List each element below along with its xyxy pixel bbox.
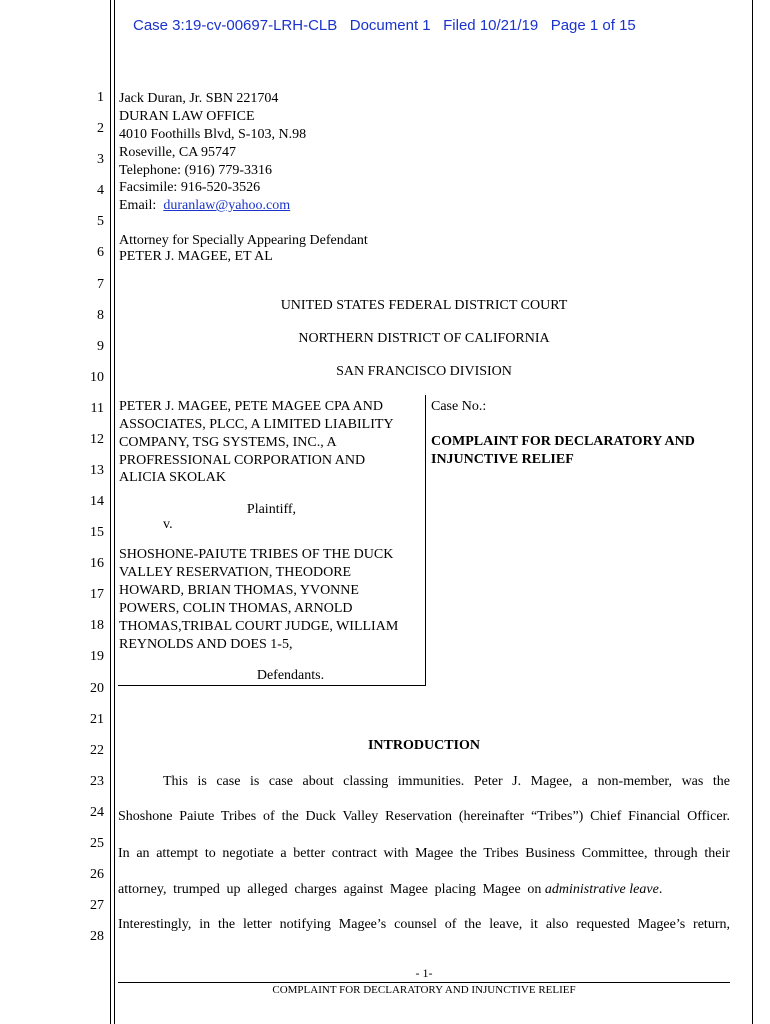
line-number: 9 bbox=[97, 339, 104, 354]
line-number: 16 bbox=[90, 556, 104, 571]
line-number: 12 bbox=[90, 432, 104, 447]
line-number: 4 bbox=[97, 183, 104, 198]
versus: v. bbox=[163, 517, 173, 532]
body-line: This is case is case about classing immunities. Peter J. Magee, a non-member, was the bbox=[163, 774, 730, 789]
address-line-2: Roseville, CA 95747 bbox=[119, 145, 237, 160]
body-line: In an attempt to negotiate a better contract with Magee the Tribes Business Committee, through their bbox=[118, 846, 730, 861]
right-margin-line bbox=[752, 0, 753, 1024]
line-number: 25 bbox=[90, 836, 104, 851]
plaintiff-line: ALICIA SKOLAK bbox=[119, 470, 226, 485]
court-district: NORTHERN DISTRICT OF CALIFORNIA bbox=[298, 331, 550, 346]
complaint-title-1: COMPLAINT FOR DECLARATORY AND bbox=[431, 434, 695, 449]
line-number: 11 bbox=[90, 401, 104, 416]
line-number: 5 bbox=[97, 214, 104, 229]
line-number: 2 bbox=[97, 121, 104, 136]
defendant-line: HOWARD, BRIAN THOMAS, YVONNE bbox=[119, 583, 359, 598]
email-link[interactable]: duranlaw@yahoo.com bbox=[163, 198, 291, 213]
line-number: 8 bbox=[97, 308, 104, 323]
left-margin-line-1 bbox=[110, 0, 111, 1024]
line-number: 17 bbox=[90, 587, 104, 602]
defendant-line: THOMAS,TRIBAL COURT JUDGE, WILLIAM bbox=[119, 619, 399, 634]
defendant-label: Defendants. bbox=[256, 668, 325, 683]
left-margin-line-2 bbox=[114, 0, 115, 1024]
line-number: 18 bbox=[90, 618, 104, 633]
case-number: Case No.: bbox=[431, 399, 487, 414]
line-number: 24 bbox=[90, 805, 104, 820]
plaintiff-line: PROFRESSIONAL CORPORATION AND bbox=[119, 453, 366, 468]
line-number: 10 bbox=[90, 370, 104, 385]
attorney-role: Attorney for Specially Appearing Defendant bbox=[119, 233, 368, 248]
footer-title: COMPLAINT FOR DECLARATORY AND INJUNCTIVE RELIEF bbox=[272, 984, 576, 996]
page-number: - 1- bbox=[415, 966, 433, 980]
line-number: 20 bbox=[90, 681, 104, 696]
line-number: 26 bbox=[90, 867, 104, 882]
body-text: attorney, trumped up alleged charges against Magee placing Magee on bbox=[118, 882, 542, 897]
defendant-line: REYNOLDS AND DOES 1-5, bbox=[119, 637, 293, 652]
attorney-name: Jack Duran, Jr. SBN 221704 bbox=[119, 91, 279, 106]
line-number: 19 bbox=[90, 649, 104, 664]
telephone: Telephone: (916) 779-3316 bbox=[119, 163, 272, 178]
plaintiff-line: COMPANY, TSG SYSTEMS, INC., A bbox=[119, 435, 337, 450]
line-number: 15 bbox=[90, 525, 104, 540]
email-label: Email: bbox=[119, 198, 157, 213]
court-name: UNITED STATES FEDERAL DISTRICT COURT bbox=[280, 298, 568, 313]
introduction-heading: INTRODUCTION bbox=[367, 738, 480, 753]
line-number: 3 bbox=[97, 152, 104, 167]
line-number: 27 bbox=[90, 898, 104, 913]
line-number: 14 bbox=[90, 494, 104, 509]
court-division: SAN FRANCISCO DIVISION bbox=[336, 364, 512, 379]
line-number: 23 bbox=[90, 774, 104, 789]
body-line: Shoshone Paiute Tribes of the Duck Valley Reservation (hereinafter “Tribes”) Chief Financial Officer. bbox=[118, 809, 730, 824]
address-line-1: 4010 Foothills Blvd, S-103, N.98 bbox=[119, 127, 307, 142]
body-line: Interestingly, in the letter notifying Magee’s counsel of the leave, it also requested Magee’s return, bbox=[118, 917, 730, 932]
plaintiff-label: Plaintiff, bbox=[246, 502, 297, 517]
defendant-line: VALLEY RESERVATION, THEODORE bbox=[119, 565, 352, 580]
line-number: 7 bbox=[97, 277, 104, 292]
period: . bbox=[658, 882, 663, 897]
facsimile: Facsimile: 916-520-3526 bbox=[119, 180, 261, 195]
defendant-line: POWERS, COLIN THOMAS, ARNOLD bbox=[119, 601, 353, 616]
line-number: 22 bbox=[90, 743, 104, 758]
line-number: 6 bbox=[97, 245, 104, 260]
line-number: 28 bbox=[90, 929, 104, 944]
complaint-title-2: INJUNCTIVE RELIEF bbox=[431, 452, 574, 467]
body-line-with-italic bbox=[118, 881, 730, 899]
attorney-client: PETER J. MAGEE, ET AL bbox=[119, 249, 273, 264]
line-number: 1 bbox=[97, 90, 104, 105]
email-line bbox=[119, 197, 290, 215]
line-number: 21 bbox=[90, 712, 104, 727]
law-firm: DURAN LAW OFFICE bbox=[119, 109, 255, 124]
line-number: 13 bbox=[90, 463, 104, 478]
plaintiff-line: PETER J. MAGEE, PETE MAGEE CPA AND bbox=[119, 399, 383, 414]
plaintiff-line: ASSOCIATES, PLCC, A LIMITED LIABILITY bbox=[119, 417, 394, 432]
italic-phrase: administrative leave bbox=[544, 882, 659, 897]
filing-stamp: Case 3:19-cv-00697-LRH-CLB Document 1 Filed 10/21/19 Page 1 of 15 bbox=[133, 17, 636, 34]
footer-rule bbox=[118, 982, 730, 983]
defendant-line: SHOSHONE-PAIUTE TRIBES OF THE DUCK bbox=[119, 547, 394, 562]
